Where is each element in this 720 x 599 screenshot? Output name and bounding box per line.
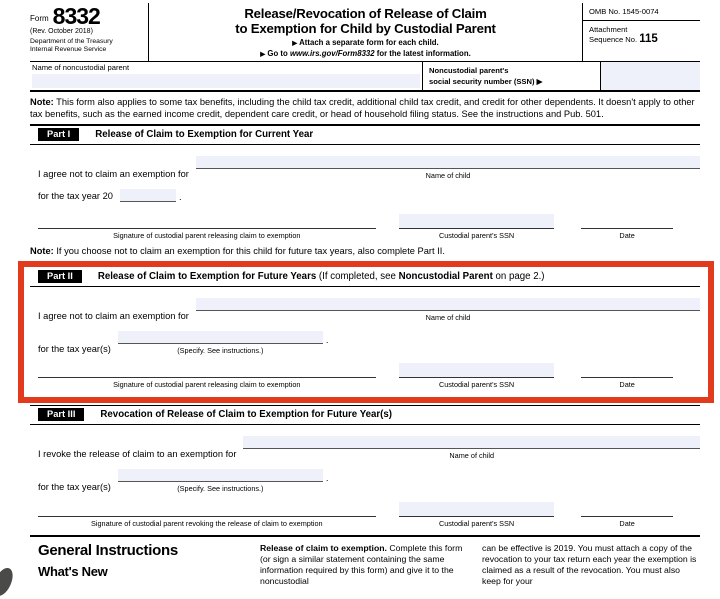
attachment-sequence: Attachment Sequence No. 115	[589, 25, 658, 45]
release-of-claim-lead: Release of claim to exemption.	[260, 543, 387, 553]
noncustodial-ssn-label: Noncustodial parent's social security number (SSN) ▶	[422, 62, 600, 90]
part3-revoke-label: I revoke the release of claim to an exemption for	[38, 449, 237, 459]
part1-tax-year-label: for the tax year 20	[38, 191, 113, 201]
part1-signature-caption: Signature of custodial parent releasing claim to exemption	[113, 231, 301, 240]
form-word: Form	[30, 14, 49, 23]
part2-custodial-ssn-field[interactable]	[399, 363, 555, 378]
part3-custodial-ssn-field[interactable]	[399, 502, 555, 517]
part2-agree-label: I agree not to claim an exemption for	[38, 311, 189, 321]
part1-header	[30, 124, 700, 145]
form-header	[30, 3, 700, 62]
part2-label: Part II	[38, 270, 82, 283]
revision-date: (Rev. October 2018)	[30, 28, 93, 35]
part2-specify-caption: (Specify. See instructions.)	[177, 346, 264, 355]
noncustodial-parent-name-field[interactable]	[32, 74, 420, 88]
part2-header	[30, 268, 700, 287]
part2-tax-years-field[interactable]	[118, 331, 323, 344]
part3-signature-caption: Signature of custodial parent revoking the release of claim to exemption	[91, 519, 323, 528]
instructions-right-column: can be effective is 2019. You must attach a copy of the revocation to your tax return each year the exemption is claimed as a result of the revocation. You must also keep for your	[482, 543, 697, 586]
part3-custodial-ssn-caption: Custodial parent's SSN	[438, 519, 515, 528]
part3-revoke-row	[30, 425, 700, 460]
period: .	[325, 473, 329, 483]
whats-new-heading: What's New	[38, 564, 108, 579]
part2-title: Release of Claim to Exemption for Future Years (If completed, see Noncustodial Parent on page 2.)	[97, 271, 545, 282]
note-label: Note:	[30, 246, 54, 256]
part2-signature-row	[30, 355, 700, 392]
part1-custodial-ssn-caption: Custodial parent's SSN	[438, 231, 515, 240]
part1-child-name-field[interactable]	[196, 156, 700, 169]
part1-child-name-caption: Name of child	[425, 171, 471, 180]
part1-note: Note: If you choose not to claim an exemption for this child for future tax years, also complete Part II.	[30, 246, 445, 256]
part3-header	[30, 405, 700, 425]
part3-tax-years-label: for the tax year(s)	[38, 482, 111, 492]
instructions-section	[30, 537, 700, 587]
arrow-icon: ▶	[260, 50, 266, 58]
part1-tax-year-field[interactable]	[120, 189, 176, 202]
url-instruction: ▶ Go to www.irs.gov/Form8332 for the latest information.	[260, 48, 471, 58]
irs-url-link[interactable]: www.irs.gov/Form8332	[289, 48, 375, 58]
part3-specify-caption: (Specify. See instructions.)	[177, 484, 264, 493]
part3-child-name-caption: Name of child	[449, 451, 495, 460]
part2-tax-years-label: for the tax year(s)	[38, 344, 111, 354]
part1-date-caption: Date	[619, 231, 635, 240]
omb-block	[582, 3, 700, 61]
noncustodial-ssn-field[interactable]	[600, 62, 700, 90]
part1-label: Part I	[38, 128, 79, 141]
identification-row	[30, 62, 700, 92]
part3-signature-row	[30, 493, 700, 531]
part1-tax-year-row	[30, 180, 700, 202]
part2-date-caption: Date	[619, 380, 635, 389]
arrow-icon: ▶	[292, 40, 298, 47]
form-title-block	[148, 3, 582, 61]
period: .	[178, 192, 182, 202]
agency-line1: Department of the Treasury	[30, 38, 113, 45]
part2-child-name-field[interactable]	[196, 298, 700, 311]
omb-number: OMB No. 1545-0074	[583, 3, 700, 21]
part3-tax-years-row	[30, 460, 700, 493]
part2-tax-years-row	[30, 322, 700, 355]
note-label: Note:	[30, 97, 54, 107]
attachment-sequence-number: 115	[639, 32, 658, 45]
instructions-middle-column: Release of claim to exemption. Complete this form (or sign a similar statement containing the same information required by this form) and give it to the noncustodial	[260, 543, 463, 586]
part2-agree-row	[30, 287, 700, 322]
part3-date-caption: Date	[619, 519, 635, 528]
part1-title: Release of Claim to Exemption for Current Year	[95, 129, 314, 140]
form-title-line2: to Exemption for Child by Custodial Parent	[235, 21, 496, 36]
attach-instruction: ▶ Attach a separate form for each child.	[292, 38, 439, 47]
form-id-block	[30, 3, 148, 61]
general-instructions-heading: General Instructions	[38, 542, 178, 559]
part3-title: Revocation of Release of Claim to Exemption for Future Year(s)	[100, 409, 393, 420]
part3-tax-years-field[interactable]	[118, 469, 323, 482]
part2-signature-caption: Signature of custodial parent releasing claim to exemption	[113, 380, 301, 389]
part1-agree-row	[30, 145, 700, 180]
part2-custodial-ssn-caption: Custodial parent's SSN	[438, 380, 515, 389]
form-number: 8332	[52, 3, 100, 29]
agency-line2: Internal Revenue Service	[30, 46, 107, 53]
part1-signature-row	[30, 202, 700, 243]
part1-agree-label: I agree not to claim an exemption for	[38, 169, 189, 179]
form-note: Note: This form also applies to some tax benefits, including the child tax credit, additional child tax credit, and credit for other dependents. It doesn't apply to other tax benefits, such as the earned income credit, dependent care credit, or head of household filing status. See the instructions and Pub. 501.	[30, 97, 695, 119]
noncustodial-parent-name-label: Name of noncustodial parent	[32, 63, 130, 72]
part3-child-name-field[interactable]	[243, 436, 700, 449]
form-title-line1: Release/Revocation of Release of Claim	[244, 6, 487, 21]
part2-highlight-box	[18, 261, 714, 403]
period: .	[325, 335, 329, 345]
part3-label: Part III	[38, 408, 84, 421]
part2-child-name-caption: Name of child	[425, 313, 471, 322]
part1-custodial-ssn-field[interactable]	[399, 214, 555, 229]
scan-edge-artifact	[0, 565, 17, 599]
